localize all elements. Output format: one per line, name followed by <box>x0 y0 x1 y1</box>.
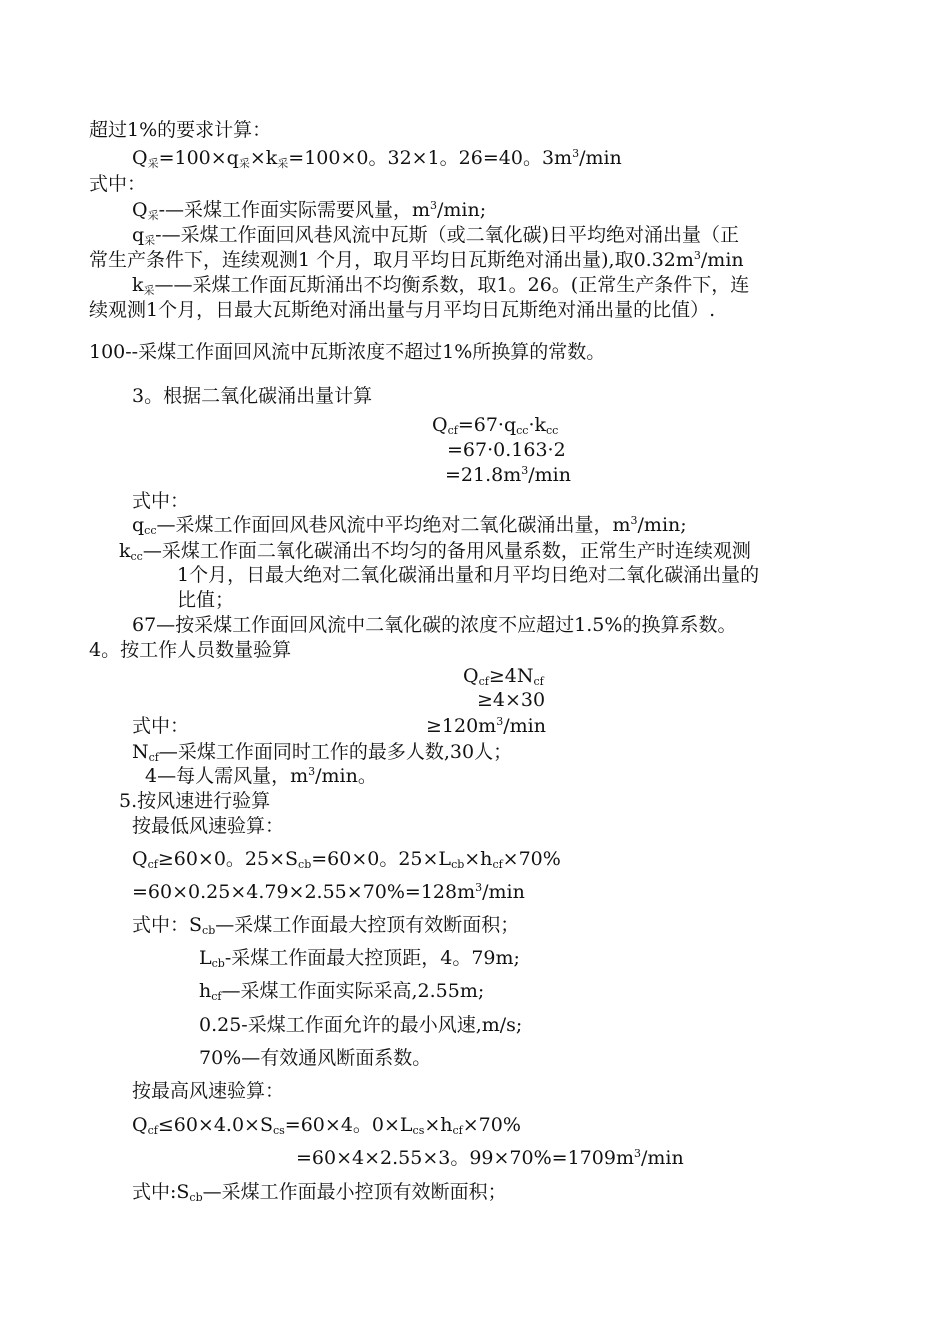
text-line: $Q_采-—$采煤工作面实际需要风量，$m^3/\min$; <box>132 199 487 222</box>
text-line: 式中： <box>132 715 190 737</box>
text-line: $h_{cf}—$采煤工作面实际采高,2.55m; <box>199 980 485 1003</box>
formula-line: $=60\times 0.25\times 4.79\times 2.55\times 70\%=128m^3/\min$ <box>132 881 525 903</box>
text-line: 4—每人需风量，$m^3/\min$。 <box>145 765 377 787</box>
text-line: 0.25-采煤工作面允许的最小风速,m/s; <box>199 1014 523 1036</box>
formula-line: $Q_{cf}\ge 4N_{cf}$ <box>463 665 544 688</box>
section-heading: 3。根据二氧化碳涌出量计算 <box>132 385 373 407</box>
formula-line: $Q_{cf}\le 60\times 4.0\times S_{cs}=60\times 4$。$0\times L_{cs}\times h_{cf}\times 70\%$ <box>132 1114 521 1137</box>
text-line: 按最高风速验算： <box>132 1080 285 1102</box>
text-line: 100--采煤工作面回风流中瓦斯浓度不超过1%所换算的常数。 <box>89 341 606 363</box>
text-line: 式中：$S_{cb}—$采煤工作面最大控顶有效断面积； <box>132 914 520 937</box>
formula-line: $Q_{cf}\ge 60\times 0$。$25\times S_{cb}=60\times 0$。$25\times L_{cb}\times h_{cf}\times 70\%$ <box>132 848 561 871</box>
section-heading: 5.按风速进行验算 <box>119 790 271 812</box>
text-line: $k_{cc}—$采煤工作面二氧化碳涌出不均匀的备用风量系数，正常生产时连续观测 <box>119 540 751 563</box>
text-line: 常生产条件下，连续观测1 个月，取月平均日瓦斯绝对涌出量),取$0.32m^3/\min$ <box>89 249 744 271</box>
text-line: 按最低风速验算： <box>132 815 285 837</box>
text-line: 式中： <box>89 173 147 195</box>
text-line: 70%—有效通风断面系数。 <box>199 1047 432 1069</box>
formula-line: $Q_{cf}=67\cdot q_{cc}\cdot k_{cc}$ <box>432 414 559 437</box>
formula-line: =60×4×2.55×3。$99\times 70\%=1709m^3/\min$ <box>296 1147 684 1169</box>
formula-line: ≥4×30 <box>477 689 546 711</box>
formula-line: $=21.8m^3/\min$ <box>445 464 571 486</box>
text-line: $q_采-—$采煤工作面回风巷风流中瓦斯（或二氧化碳)日平均绝对涌出量（正 <box>132 224 740 247</box>
text-line: $q_{cc}—$采煤工作面回风巷风流中平均绝对二氧化碳涌出量，$m^3/\min$; <box>132 514 687 537</box>
text-line: 续观测1个月，日最大瓦斯绝对涌出量与月平均日瓦斯绝对涌出量的比值）. <box>89 299 716 321</box>
formula-line: $Q_采=100\times q_采\times k_采=100\times 0$。32×1。26=40。$3m^3/\min$ <box>132 147 622 170</box>
text-line: 式中： <box>132 490 190 512</box>
section-heading: 4。按工作人员数量验算 <box>89 639 292 661</box>
text-line: 式中$:S_{cb}—$采煤工作面最小控顶有效断面积； <box>132 1181 507 1204</box>
text-line: $N_{cf}—$采煤工作面同时工作的最多人数,30人； <box>132 741 513 764</box>
text-line: $L_{cb}-$采煤工作面最大控顶距，4。79m; <box>199 947 520 970</box>
formula-line: $\ge 120m^3/\min$ <box>426 715 546 737</box>
text-line: 超过1%的要求计算： <box>89 119 272 141</box>
formula-line: =67·0.163·2 <box>447 439 566 461</box>
text-line: 67—按采煤工作面回风流中二氧化碳的浓度不应超过1.5%的换算系数。 <box>132 614 737 636</box>
text-line: 1个月，日最大绝对二氧化碳涌出量和月平均日绝对二氧化碳涌出量的 <box>177 564 760 586</box>
text-line: $k_采——$采煤工作面瓦斯涌出不均衡系数，取1。26。(正常生产条件下，连 <box>132 274 750 297</box>
text-line: 比值； <box>177 589 235 611</box>
